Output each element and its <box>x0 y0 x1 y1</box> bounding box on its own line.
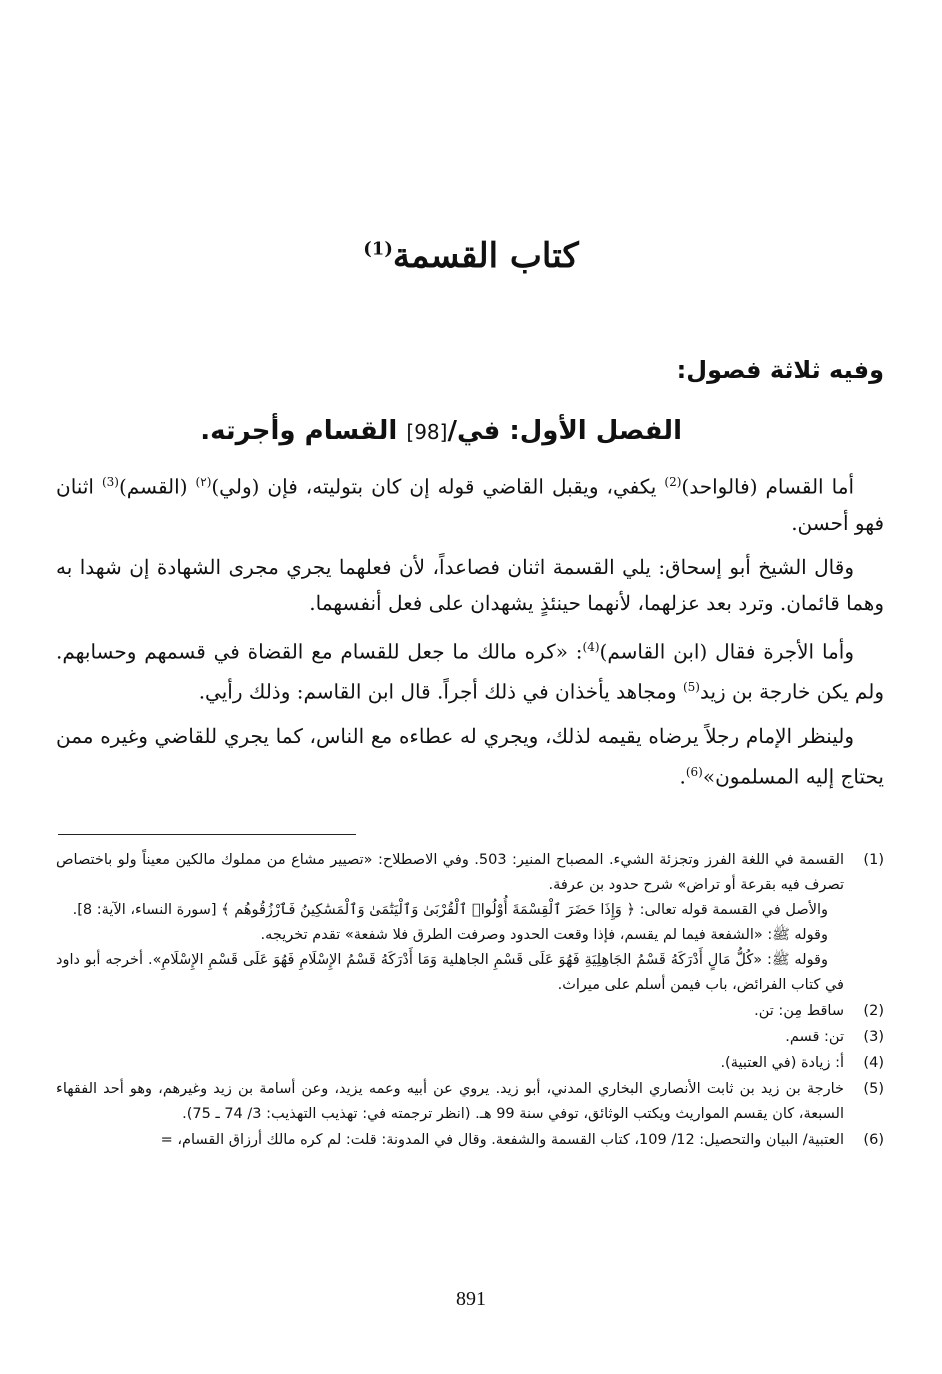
footnote-1-hadith-2: وقوله ﷺ: «كُلُّ مَالٍ أَدْرَكَهُ قَسْمُ الجَاهِلِيَةِ فَهُوَ عَلَى قَسْمِ الجاهلية وَمَا أَدْرَكَهُ قَسْمُ الإِسْلَامِ فَهُوَ عَلَى قَسْمِ الإِسْلَامِ». أخرجه أبو داود في كتاب الفرائض، باب فيمن أسلم على ميراث. <box>56 952 844 993</box>
p1-part-a: أما القسام (فالواحد) <box>681 474 855 499</box>
footnote-4 <box>56 1051 884 1076</box>
note-ref-5[interactable]: (5) <box>682 680 700 695</box>
footnote-text <box>56 848 844 998</box>
page-number: 891 <box>456 1288 486 1310</box>
p1-part-d: اثنان فهو أحسن. <box>56 474 884 535</box>
p3-part-b: : «كره مالك ما جعل للقسام مع القضاة في قسمهم وحسابهم. ولم يكن خارجة بن زيد <box>56 639 884 704</box>
footnote-text: أ: زيادة (في العتبية). <box>720 1055 844 1071</box>
note-ref-2[interactable]: (2) <box>664 475 682 489</box>
footnote-3 <box>56 1025 884 1050</box>
footnote-number: (1) <box>863 852 884 868</box>
note-ref-6[interactable]: (6) <box>685 764 703 779</box>
note-ref-4[interactable]: (4) <box>582 639 600 654</box>
footnote-6 <box>56 1128 884 1153</box>
intro-heading: وفيه ثلاثة فصول: <box>676 356 884 384</box>
p4-part-b: . <box>679 764 686 789</box>
footnotes <box>56 848 884 1154</box>
chapter-heading-label: الفصل الأول: في/ <box>447 416 682 446</box>
footnote-text: تن: قسم. <box>785 1029 844 1045</box>
note-ref-2-arabic[interactable]: (٢) <box>195 475 212 489</box>
p1-part-c: (القسم) <box>118 474 196 499</box>
footnote-2 <box>56 999 884 1024</box>
chapter-heading <box>200 416 682 446</box>
paragraph-3 <box>56 629 884 710</box>
footnote-number: (4) <box>863 1055 884 1071</box>
p1-part-b: يكفي، ويقبل القاضي قوله إن كان بتوليته، فإن (ولي) <box>211 474 665 499</box>
book-title-text: كتاب القسمة <box>392 236 579 276</box>
footnote-1-quran-verse: والأصل في القسمة قوله تعالى: ﴿ وَإِذَا حَضَرَ ٱلْقِسْمَةَ أُوْلُوا۟ ٱلْقُرْبَىٰ وَٱلْيَتَٰمَىٰ وَٱلْمَسَٰكِينُ فَٱرْزُقُوهُم ﴾ [سورة النساء، الآية: 8]. <box>72 902 828 918</box>
footnote-text: ساقط مِن: تن. <box>754 1003 844 1019</box>
p3-part-a: وأما الأجرة فقال (ابن القاسم) <box>599 639 854 664</box>
paragraph-2: وقال الشيخ أبو إسحاق: يلي القسمة اثنان فصاعداً، لأن فعلهما يجري مجرى الشهادة إن شهدا به وهما قائمان. وترد بعد عزلهما، لأنهما حينئذٍ يشهدان على فعل أنفسهما. <box>56 554 884 615</box>
footnote-text: العتبية/ البيان والتحصيل: 12/ 109، كتاب القسمة والشفعة. وقال في المدونة: قلت: لم كره مالك أرزاق القسام، = <box>160 1132 844 1148</box>
paragraph-1 <box>56 464 884 541</box>
footnote-divider <box>58 834 356 835</box>
p4-part-a: ولينظر الإمام رجلاً يرضاه يقيمه لذلك، ويجري له عطاءه مع الناس، كما يجري للقاضي وغيره ممن يحتاج إليه المسلمون» <box>56 723 884 789</box>
footnote-number: (3) <box>863 1029 884 1045</box>
book-title-note-ref[interactable]: (1) <box>363 238 393 260</box>
footnote-1-hadith-1: وقوله ﷺ: «الشفعة فيما لم يقسم، فإذا وقعت الحدود وصرفت الطرق فلا شفعة» تقدم تخريجه. <box>260 927 828 943</box>
chapter-heading-rest: القسام وأجرته. <box>200 416 407 446</box>
footnote-number: (6) <box>863 1132 884 1148</box>
body-text <box>56 464 884 803</box>
footnote-5 <box>56 1077 884 1127</box>
footnote-1-definition: القسمة في اللغة الفرز وتجزئة الشيء. المصباح المنير: 503. وفي الاصطلاح: «تصيير مشاع من مملوك مالكين معيناً ولو باختصاص تصرف فيه بقرعة أو تراض» شرح حدود بن عرفة. <box>56 852 844 893</box>
footnote-1 <box>56 848 884 998</box>
note-ref-3[interactable]: (3) <box>101 475 119 489</box>
paragraph-4 <box>56 718 884 795</box>
p3-part-c: ومجاهد يأخذان في ذلك أجراً. قال ابن القاسم: وذلك رأيي. <box>198 679 683 704</box>
footnote-number: (2) <box>863 1003 884 1019</box>
chapter-page-ref: [98] <box>406 420 448 444</box>
footnote-text: خارجة بن زيد بن ثابت الأنصاري البخاري المدني، أبو زيد. يروي عن أبيه وعمه يزيد، وعن أسامة بن زيد وغيرهم، وهو أحد الفقهاء السبعة، كان يقسم المواريث ويكتب الوثائق، توفي سنة 99 هـ. (انظر ترجمته في: تهذيب التهذيب: 3/ 74 ـ 75). <box>56 1081 844 1122</box>
footnote-number: (5) <box>863 1081 884 1097</box>
book-title <box>0 236 942 276</box>
